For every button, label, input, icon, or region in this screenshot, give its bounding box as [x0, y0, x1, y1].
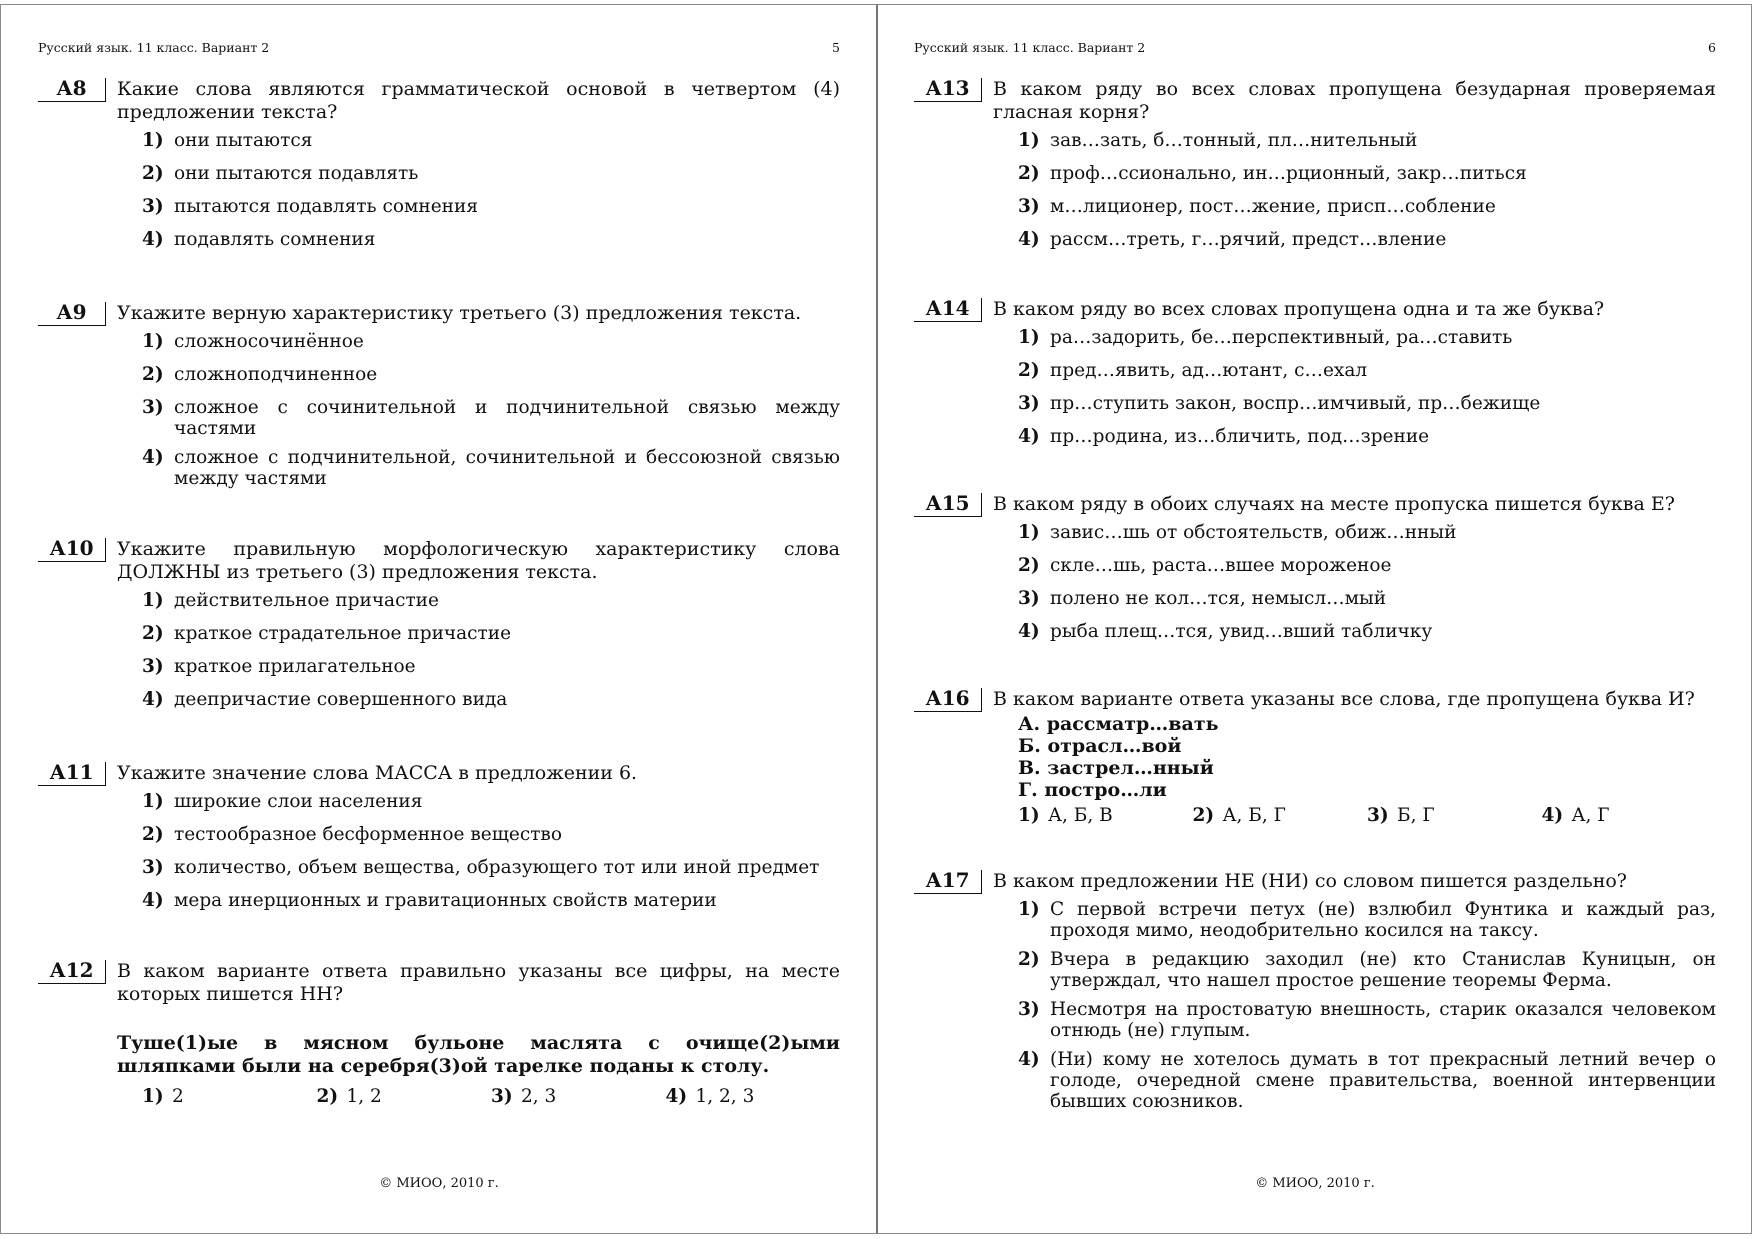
answer-options	[1018, 130, 1716, 250]
option-text: скле…шь, раста…вшее мороженое	[1050, 555, 1392, 576]
option-text: краткое страдательное причастие	[174, 623, 512, 644]
option-number: 2)	[1018, 360, 1040, 381]
option-number: 2)	[1018, 949, 1040, 970]
question-a16	[914, 688, 1716, 826]
option-number: 1)	[1018, 130, 1040, 151]
option-text: сложное с сочинительной и подчинительной связью между частями	[174, 397, 840, 439]
option-text: рыба плещ…тся, увид…вший табличку	[1050, 621, 1433, 642]
option-number: 2)	[1192, 805, 1215, 826]
option-number: 4)	[1018, 1049, 1040, 1070]
answer-options	[1018, 522, 1716, 642]
option-number: 1)	[1018, 899, 1040, 920]
option-text: широкие слои населения	[174, 791, 423, 812]
question-label: А8	[38, 78, 106, 102]
answer-option[interactable]	[142, 447, 840, 489]
question-text: В каком варианте ответа правильно указаны все цифры, на месте которых пишется НН?	[117, 960, 840, 1005]
answer-option[interactable]	[142, 130, 840, 151]
option-number: 1)	[142, 1086, 164, 1107]
option-number: 3)	[1018, 196, 1040, 217]
option-text: 1, 2	[346, 1086, 382, 1107]
option-text: 1, 2, 3	[695, 1086, 755, 1107]
option-number: 1)	[1018, 522, 1040, 543]
option-number: 3)	[1367, 805, 1389, 826]
option-text: завис…шь от обстоятельств, обиж…нный	[1050, 522, 1457, 543]
answer-option[interactable]	[142, 656, 840, 677]
option-number: 4)	[142, 689, 164, 710]
header-title: Русский язык. 11 класс. Вариант 2	[914, 40, 1146, 55]
question-label: А17	[914, 870, 982, 894]
answer-option[interactable]	[666, 1086, 841, 1107]
option-text: тестообразное бесформенное вещество	[174, 824, 562, 845]
option-text: пред…явить, ад…ютант, с…ехал	[1050, 360, 1368, 381]
option-number: 4)	[1541, 805, 1564, 826]
task-sentence: Туше(1)ые в мясном бульоне маслята с очище(2)ыми шляпками были на серебря(3)ой тарелке поданы к столу.	[117, 1032, 840, 1077]
option-text: подавлять сомнения	[174, 229, 376, 250]
page-number: 5	[832, 40, 840, 55]
page-divider	[876, 4, 878, 1234]
option-text: Несмотря на простоватую внешность, старик оказался человеком отнюдь (не) глупым.	[1050, 999, 1716, 1041]
answer-option[interactable]	[1018, 899, 1716, 941]
option-number: 1)	[142, 331, 164, 352]
question-text: В каком предложении НЕ (НИ) со словом пишется раздельно?	[993, 870, 1627, 892]
question-a14	[914, 298, 1716, 459]
option-number: 2)	[142, 364, 164, 385]
answer-option[interactable]	[1018, 621, 1716, 642]
question-text: В каком ряду во всех словах пропущена безударная проверяемая гласная корня?	[993, 78, 1716, 123]
answer-option[interactable]	[1018, 1049, 1716, 1112]
option-number: 4)	[1018, 229, 1040, 250]
word-item: А. рассматр…вать	[1018, 713, 1219, 735]
answer-option[interactable]	[1018, 360, 1716, 381]
option-number: 3)	[142, 656, 164, 677]
option-number: 3)	[1018, 393, 1040, 414]
option-number: 4)	[1018, 426, 1040, 447]
question-label: А13	[914, 78, 982, 102]
option-text: ра…задорить, бе…перспективный, ра…ставить	[1050, 327, 1513, 348]
answer-option[interactable]	[142, 163, 840, 184]
answer-option[interactable]	[1018, 949, 1716, 991]
option-text: сложносочинённое	[174, 331, 364, 352]
answer-option[interactable]	[142, 364, 840, 385]
option-text: деепричастие совершенного вида	[174, 689, 508, 710]
option-number: 2)	[1018, 555, 1040, 576]
option-number: 1)	[142, 791, 164, 812]
option-number: 2)	[142, 623, 164, 644]
option-text: они пытаются подавлять	[174, 163, 419, 184]
answer-option[interactable]	[142, 397, 840, 439]
option-number: 3)	[142, 857, 164, 878]
answer-options	[1018, 805, 1716, 826]
option-text: сложноподчиненное	[174, 364, 378, 385]
answer-option[interactable]	[142, 590, 840, 611]
option-text: полено не кол…тся, немысл…мый	[1050, 588, 1387, 609]
answer-option[interactable]	[1018, 393, 1716, 414]
page-header	[914, 40, 1716, 55]
answer-option[interactable]	[1367, 805, 1542, 826]
answer-option[interactable]	[1018, 196, 1716, 217]
option-text: сложное с подчинительной, сочинительной и бессоюзной связью между частями	[174, 447, 840, 489]
option-number: 4)	[1018, 621, 1040, 642]
option-number: 1)	[142, 130, 164, 151]
option-text: м…лиционер, пост…жение, присп…собление	[1050, 196, 1496, 217]
answer-option[interactable]	[142, 857, 840, 878]
answer-option[interactable]	[1018, 163, 1716, 184]
option-text: А, Б, Г	[1222, 805, 1286, 826]
answer-options	[142, 331, 840, 489]
question-a10	[38, 538, 840, 722]
question-text: Какие слова являются грамматической основой в четвертом (4) предложении текста?	[117, 78, 840, 123]
question-text: Укажите правильную морфологическую характеристику слова ДОЛЖНЫ из третьего (3) предложения текста.	[117, 538, 840, 583]
question-text: В каком ряду в обоих случаях на месте пропуска пишется буква Е?	[993, 493, 1675, 515]
option-text: С первой встречи петух (не) взлюбил Фунтика и каждый раз, проходя мимо, неодобрительно косился на таксу.	[1050, 899, 1716, 941]
option-number: 4)	[665, 1086, 688, 1107]
answer-options	[142, 791, 840, 911]
option-number: 3)	[1018, 588, 1040, 609]
answer-option[interactable]	[1018, 555, 1716, 576]
option-number: 4)	[142, 229, 164, 250]
word-item: Г. постро…ли	[1018, 779, 1167, 801]
option-number: 3)	[1018, 999, 1040, 1020]
answer-option[interactable]	[142, 890, 840, 911]
question-a13	[914, 78, 1716, 262]
answer-option[interactable]	[1018, 229, 1716, 250]
answer-option[interactable]	[142, 1086, 317, 1107]
answer-option[interactable]	[142, 229, 840, 250]
option-text: А, Б, В	[1048, 805, 1113, 826]
question-a11	[38, 762, 840, 923]
answer-option[interactable]	[142, 196, 840, 217]
option-number: 3)	[142, 196, 164, 217]
option-text: 2, 3	[521, 1086, 557, 1107]
option-text: (Ни) кому не хотелось думать в тот прекрасный летний вечер о голоде, очередной смене правительства, военной интервенции бывших союзников.	[1050, 1049, 1716, 1112]
answer-option[interactable]	[142, 791, 840, 812]
question-a9	[38, 302, 840, 497]
option-text: действительное причастие	[174, 590, 439, 611]
question-label: А14	[914, 298, 982, 322]
page-footer: © МИОО, 2010 г.	[379, 1176, 499, 1191]
option-text: пр…родина, из…бличить, под…зрение	[1050, 426, 1430, 447]
option-number: 2)	[142, 163, 164, 184]
left-page	[38, 0, 840, 1239]
page-footer: © МИОО, 2010 г.	[1255, 1176, 1375, 1191]
answer-option[interactable]	[1018, 426, 1716, 447]
option-text: пытаются подавлять сомнения	[174, 196, 478, 217]
question-a15	[914, 493, 1716, 654]
question-label: А9	[38, 302, 106, 326]
question-label: А15	[914, 493, 982, 517]
answer-options	[142, 130, 840, 250]
option-number: 1)	[142, 590, 164, 611]
option-number: 1)	[1018, 805, 1040, 826]
option-number: 4)	[142, 447, 164, 468]
option-number: 2)	[1018, 163, 1040, 184]
option-text: пр…ступить закон, воспр…имчивый, пр…бежище	[1050, 393, 1541, 414]
question-a12	[38, 960, 840, 1107]
option-number: 2)	[316, 1086, 339, 1107]
word-item: В. застрел…нный	[1018, 757, 1214, 779]
answer-options	[142, 1086, 840, 1107]
question-text: В каком варианте ответа указаны все слова, где пропущена буква И?	[993, 688, 1695, 710]
answer-options	[1018, 899, 1716, 1112]
question-label: А12	[38, 960, 106, 984]
option-number: 3)	[142, 397, 164, 418]
question-label: А10	[38, 538, 106, 562]
option-text: 2	[172, 1086, 184, 1107]
option-text: проф…ссионально, ин…рционный, закр…питься	[1050, 163, 1527, 184]
answer-option[interactable]	[491, 1086, 666, 1107]
answer-option[interactable]	[1018, 522, 1716, 543]
option-number: 3)	[491, 1086, 513, 1107]
answer-option[interactable]	[142, 331, 840, 352]
question-a17	[914, 870, 1716, 1120]
answer-option[interactable]	[142, 824, 840, 845]
option-text: А, Г	[1571, 805, 1610, 826]
answer-option[interactable]	[1193, 805, 1368, 826]
question-label: А16	[914, 688, 982, 712]
answer-option[interactable]	[142, 689, 840, 710]
option-number: 4)	[142, 890, 164, 911]
option-text: рассм…треть, г…рячий, предст…вление	[1050, 229, 1447, 250]
answer-option[interactable]	[1018, 130, 1716, 151]
answer-option[interactable]	[1018, 327, 1716, 348]
question-label: А11	[38, 762, 106, 786]
question-text: Укажите верную характеристику третьего (3) предложения текста.	[117, 302, 802, 324]
answer-option[interactable]	[1018, 588, 1716, 609]
option-text: мера инерционных и гравитационных свойств материи	[174, 890, 717, 911]
question-a8	[38, 78, 840, 262]
option-text: Вчера в редакцию заходил (не) кто Станислав Куницын, он утверждал, что нашел простое решение теоремы Ферма.	[1050, 949, 1716, 991]
answer-options	[142, 590, 840, 710]
answer-option[interactable]	[317, 1086, 492, 1107]
answer-option[interactable]	[142, 623, 840, 644]
answer-option[interactable]	[1018, 805, 1193, 826]
question-text: Укажите значение слова МАССА в предложении 6.	[117, 762, 638, 784]
answer-option[interactable]	[1542, 805, 1717, 826]
word-list	[1018, 713, 1716, 801]
answer-option[interactable]	[1018, 999, 1716, 1041]
question-text: В каком ряду во всех словах пропущена одна и та же буква?	[993, 298, 1605, 320]
option-text: зав…зать, б…тонный, пл…нительный	[1050, 130, 1418, 151]
header-title: Русский язык. 11 класс. Вариант 2	[38, 40, 270, 55]
option-number: 1)	[1018, 327, 1040, 348]
option-text: они пытаются	[174, 130, 313, 151]
option-text: краткое прилагательное	[174, 656, 416, 677]
option-text: количество, объем вещества, образующего тот или иной предмет	[174, 857, 820, 878]
word-item: Б. отрасл…вой	[1018, 735, 1182, 757]
answer-options	[1018, 327, 1716, 447]
page-number: 6	[1708, 40, 1716, 55]
option-text: Б, Г	[1397, 805, 1435, 826]
option-number: 2)	[142, 824, 164, 845]
right-page	[914, 0, 1716, 1239]
page-header	[38, 40, 840, 55]
